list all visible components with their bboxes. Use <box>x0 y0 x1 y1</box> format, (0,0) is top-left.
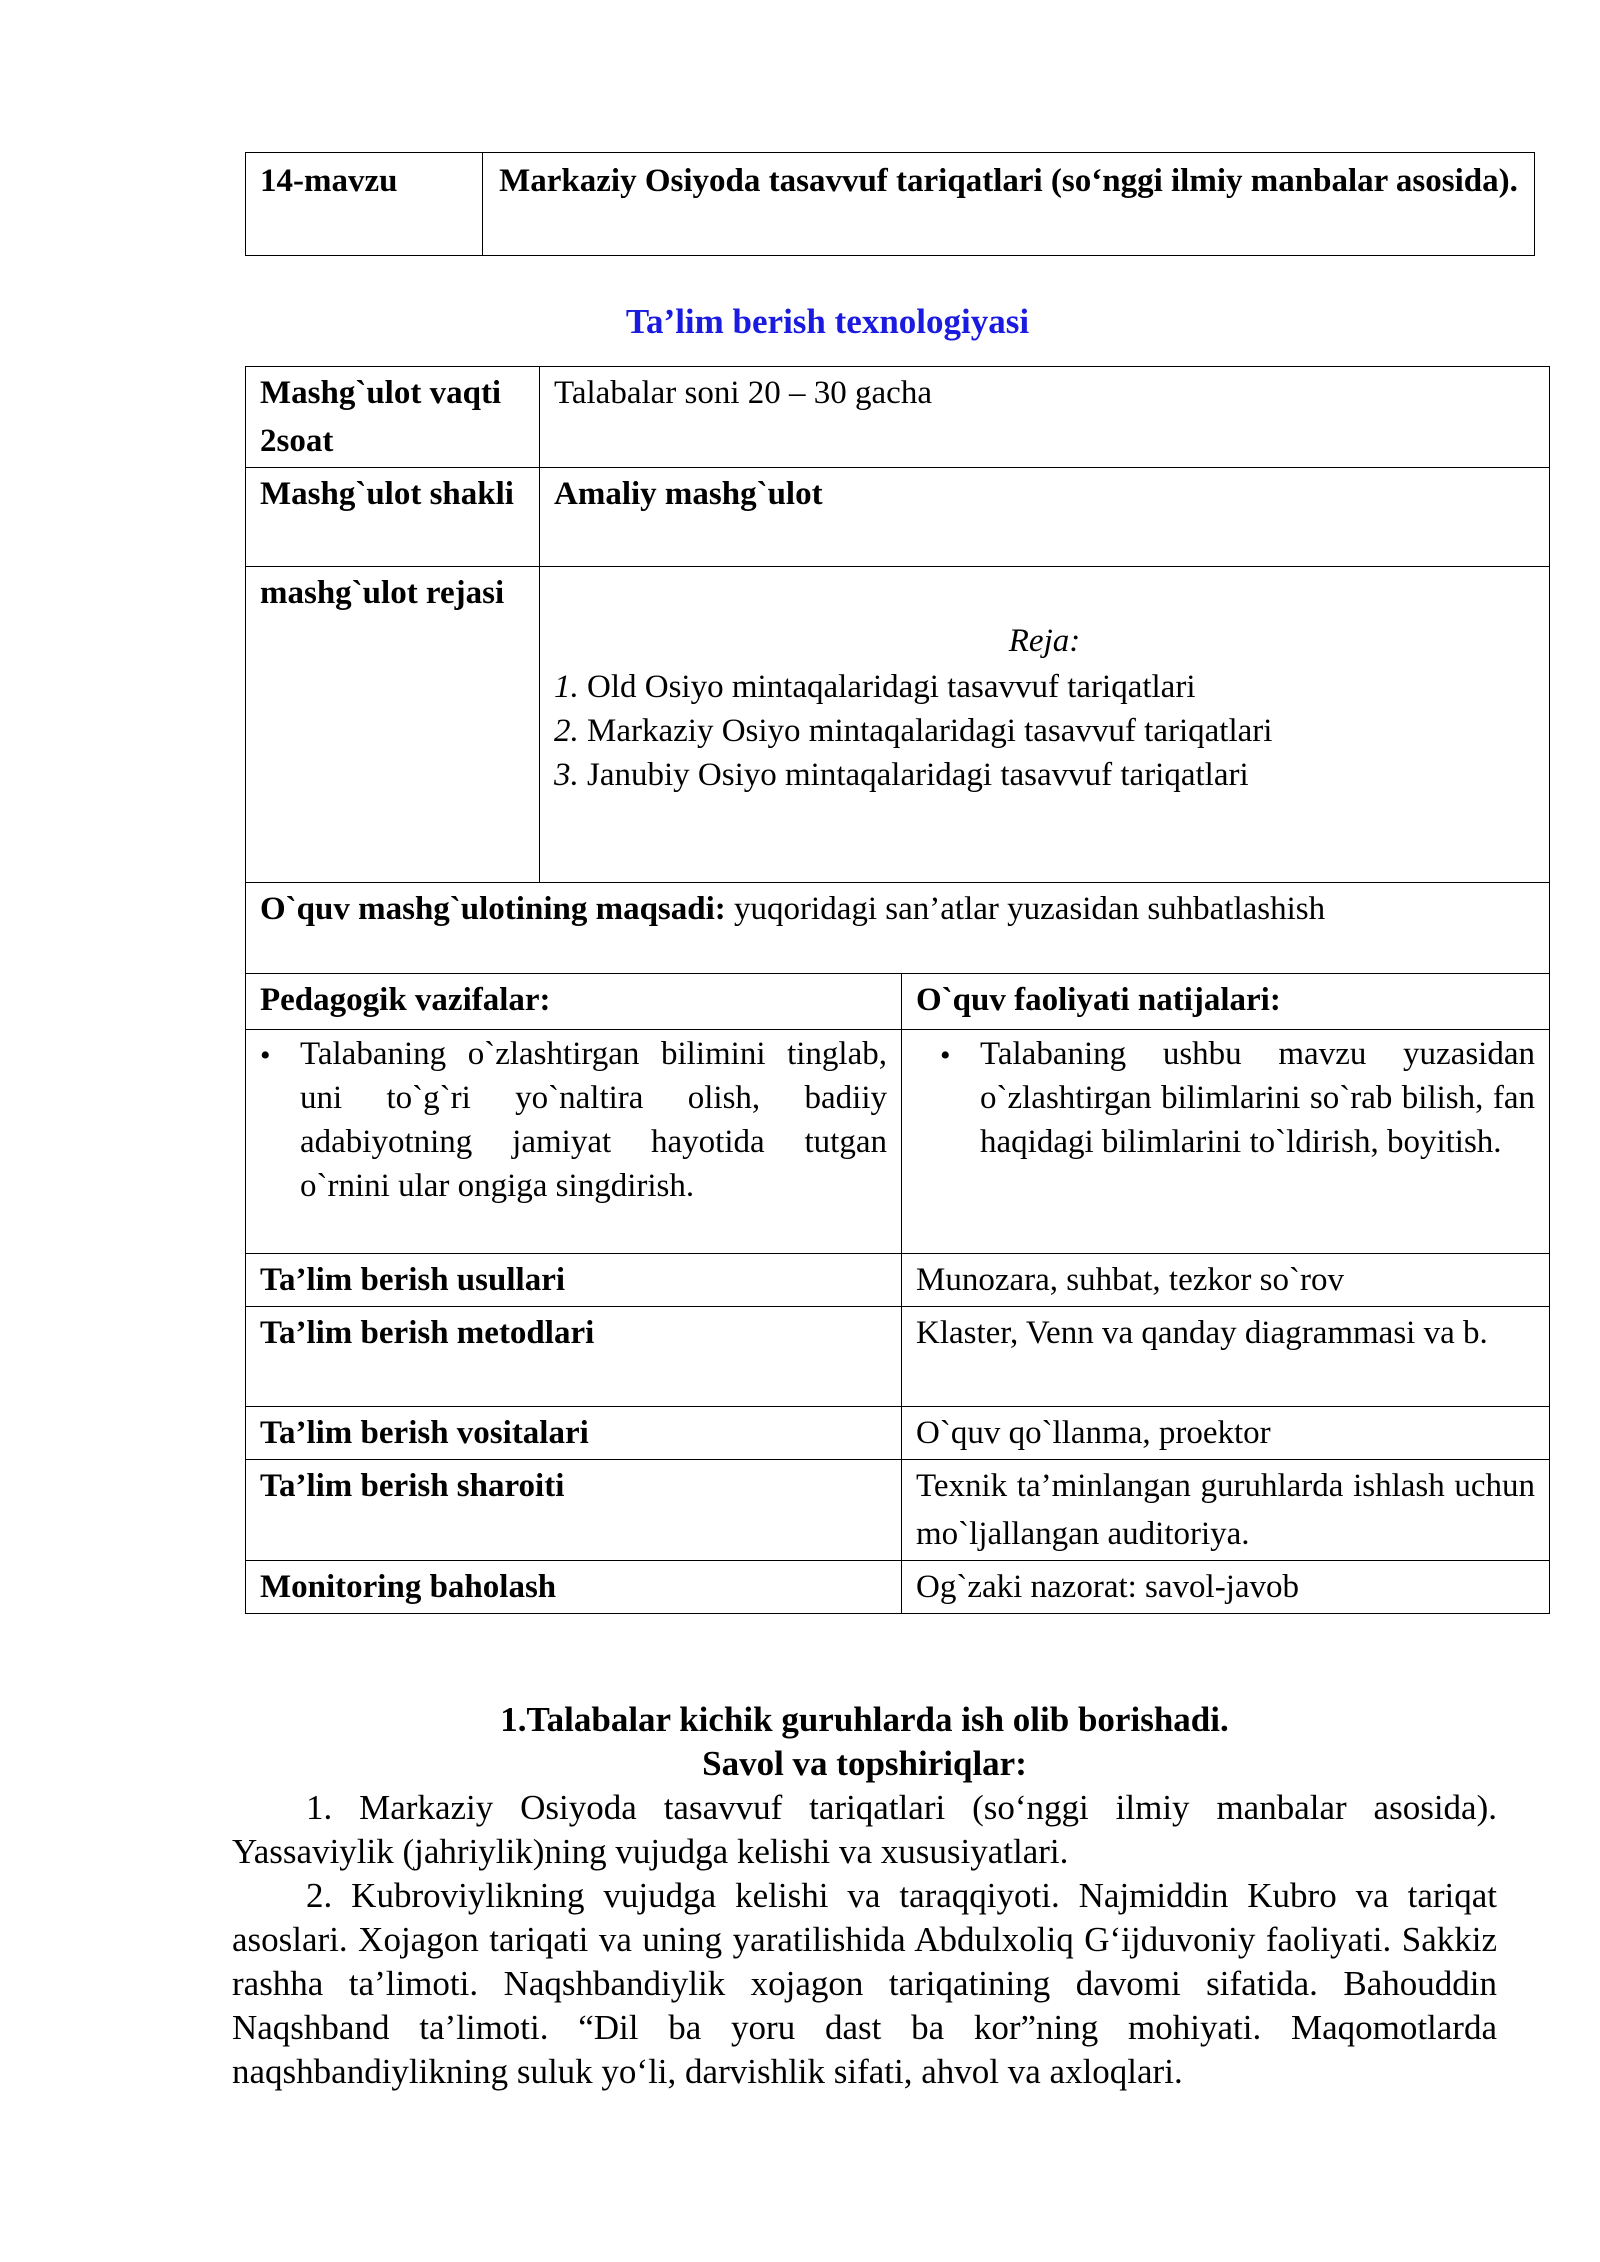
row-value: Og`zaki nazorat: savol-javob <box>902 1561 1550 1614</box>
task-paragraph: 2. Kubroviylikning vujudga kelishi va taraqqiyoti. Najmiddin Kubro va tariqat asoslari. Xojagon tariqati va uning yaratilishida Abdulxoliq G‘ijduvoniy faoliyati. Sakkiz rashha ta’limoti. Naqshbandiylik xojagon tariqatining davomi sifatida. Bahouddin Naqshband ta’limoti. “Dil ba yoru dast ba kor”ning mohiyati. Maqomotlarda naqshbandiylikning suluk yo‘li, darvishlik sifati, ahvol va axloqlari. <box>232 1876 1497 2091</box>
topic-number: 14-mavzu <box>246 153 483 256</box>
plan-label: mashg`ulot rejasi <box>246 567 540 883</box>
row-label: Ta’lim berish metodlari <box>246 1307 902 1407</box>
plan-item: 2. Markaziy Osiyo mintaqalaridagi tasavvuf tariqatlari <box>554 713 1273 749</box>
plan-heading: Reja: <box>1008 623 1081 659</box>
row-value: Klaster, Venn va qanday diagrammasi va b. <box>902 1307 1550 1407</box>
row-label: Ta’lim berish usullari <box>246 1254 902 1307</box>
tech-title: Ta’lim berish texnologiyasi <box>625 302 1030 341</box>
plan-item: 1. Old Osiyo mintaqalaridagi tasavvuf tariqatlari <box>554 669 1196 705</box>
task-paragraph: 1. Markaziy Osiyoda tasavvuf tariqatlari (so‘nggi ilmiy manbalar asosida). Yassaviylik (jahriylik)ning vujudga kelishi va xususiyatlari. <box>232 1788 1497 1871</box>
row-label: Monitoring baholash <box>246 1561 902 1614</box>
results-text: Talabaning ushbu mavzu yuzasidan o`zlashtirgan bilimlarini so`rab bilish, fan haqidagi bilimlarini to`ldirish, boyitish. <box>980 1036 1535 1160</box>
tasks-section <box>232 1698 1497 2094</box>
bullet: • <box>940 1039 951 1072</box>
ped-header: Pedagogik vazifalar: <box>246 974 902 1030</box>
row-value: Texnik ta’minlangan guruhlarda ishlash uchun mo`ljallangan auditoriya. <box>902 1460 1550 1561</box>
section-subheading: Savol va topshiriqlar: <box>702 1744 1027 1783</box>
results-cell <box>902 1030 1550 1254</box>
time-value: Talabalar soni 20 – 30 gacha <box>540 367 1550 468</box>
time-label: Mashg`ulot vaqti 2soat <box>246 367 540 468</box>
form-label: Mashg`ulot shakli <box>246 468 540 567</box>
section-heading: 1.Talabalar kichik guruhlarda ish olib borishadi. <box>500 1700 1229 1739</box>
goal-value: yuqoridagi san’atlar yuzasidan suhbatlashish <box>725 891 1326 927</box>
row-value: Munozara, suhbat, tezkor so`rov <box>902 1254 1550 1307</box>
results-header: O`quv faoliyati natijalari: <box>902 974 1550 1030</box>
row-value: O`quv qo`llanma, proektor <box>902 1407 1550 1460</box>
row-label: Ta’lim berish vositalari <box>246 1407 902 1460</box>
ped-text: Talabaning o`zlashtirgan bilimini tinglab, uni to`g`ri yo`naltira olish, badiiy adabiyotning jamiyat hayotida tutgan o`rnini ular ongiga singdirish. <box>300 1036 887 1204</box>
plan-cell <box>540 567 1550 883</box>
ped-cell <box>246 1030 902 1254</box>
topic-table <box>245 152 1535 256</box>
topic-title: Markaziy Osiyoda tasavvuf tariqatlari (so‘nggi ilmiy manbalar asosida). <box>483 153 1535 256</box>
goal-cell <box>246 883 1550 974</box>
goal-label: O`quv mashg`ulotining maqsadi: <box>260 891 726 927</box>
lesson-table <box>245 366 1550 1614</box>
row-label: Ta’lim berish sharoiti <box>246 1460 902 1561</box>
plan-item: 3. Janubiy Osiyo mintaqalaridagi tasavvuf tariqatlari <box>554 757 1249 793</box>
plan-list <box>554 665 1535 797</box>
form-value: Amaliy mashg`ulot <box>540 468 1550 567</box>
bullet: • <box>260 1039 271 1072</box>
